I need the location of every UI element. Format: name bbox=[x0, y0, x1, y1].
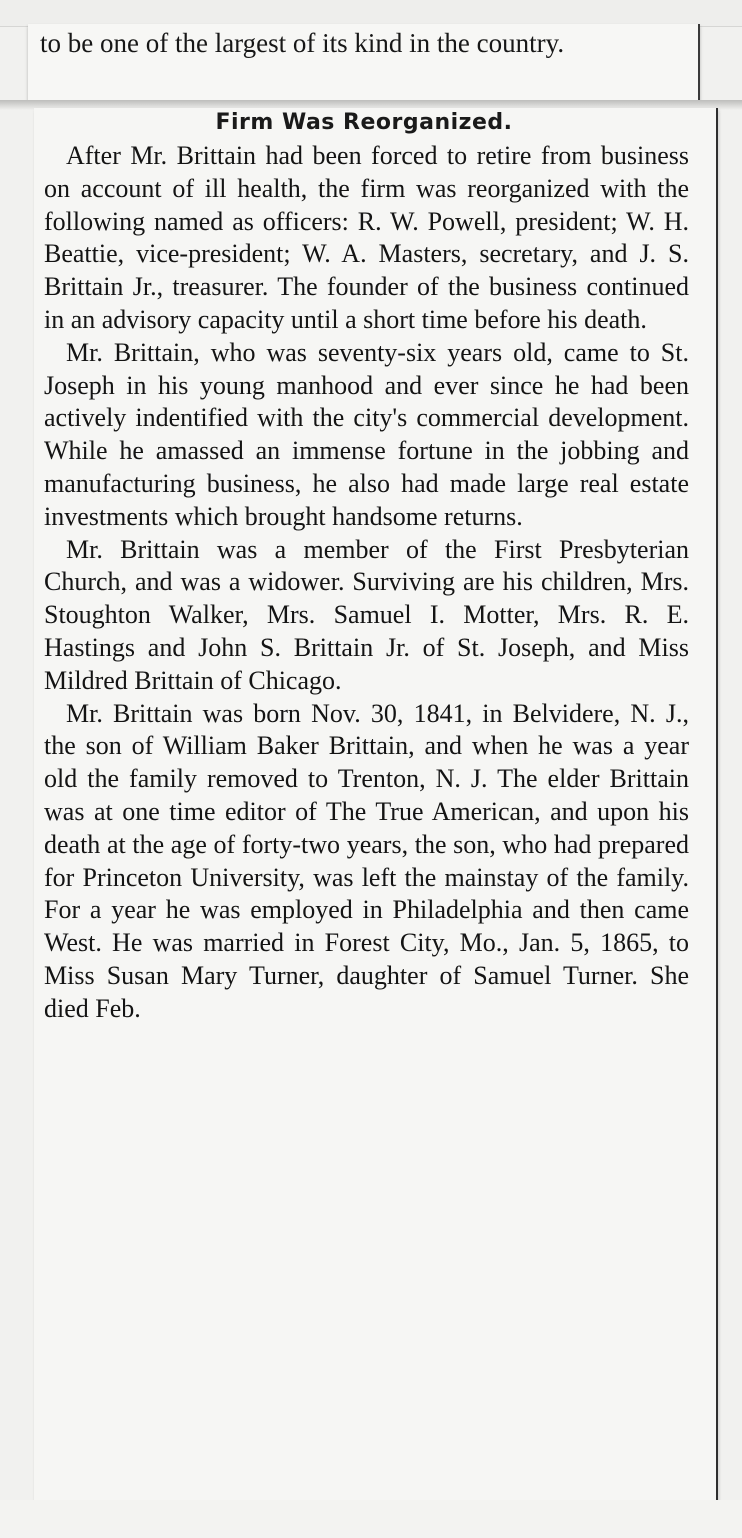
paper-background-bottom bbox=[0, 1500, 742, 1538]
article-body bbox=[44, 140, 689, 1026]
section-heading: Firm Was Reorganized. bbox=[215, 110, 513, 135]
paragraph-survivors: Mr. Brittain was a member of the First Presbyterian Church, and was a widower. Surviving are his children, Mrs. Stoughton Walker, Mrs. Samuel I. Motter, Mrs. R. E. Hastings and John S. Brittain Jr. of St. Joseph, and Miss Mildred Brittain of Chicago. bbox=[44, 534, 689, 695]
paragraph-early-life: Mr. Brittain was born Nov. 30, 1841, in Belvidere, N. J., the son of William Baker Brittain, and when he was a year old the family removed to Trenton, N. J. The elder Brittain was at one time editor of The True American, and upon his death at the age of forty-two years, the son, who had prepared for Princeton University, was left the mainstay of the family. For a year he was employed in Philadelphia and then came West. He was married in Forest City, Mo., Jan. 5, 1865, to Miss Susan Mary Turner, daughter of Samuel Turner. She died Feb. bbox=[44, 698, 689, 1023]
paragraph-reorganization: After Mr. Brittain had been forced to retire from business on account of ill health, the firm was reorganized with the following named as officers: R. W. Powell, president; W. H. Beattie, vice-president; W. A. Masters, secretary, and J. S. Brittain Jr., treasurer. The founder of the business continued in an advisory capacity until a short time before his death. bbox=[44, 141, 689, 334]
paper-background-top bbox=[0, 0, 742, 27]
paragraph-biography: Mr. Brittain, who was seventy-six years old, came to St. Joseph in his young manhood and ever since he had been actively indentified with the city's commercial development. While he amassed an immense fortune in the jobbing and manufacturing business, he also had made large real estate investments which brought handsome returns. bbox=[44, 337, 689, 531]
clipping-continued-text: to be one of the largest of its kind in the country. bbox=[40, 28, 565, 58]
